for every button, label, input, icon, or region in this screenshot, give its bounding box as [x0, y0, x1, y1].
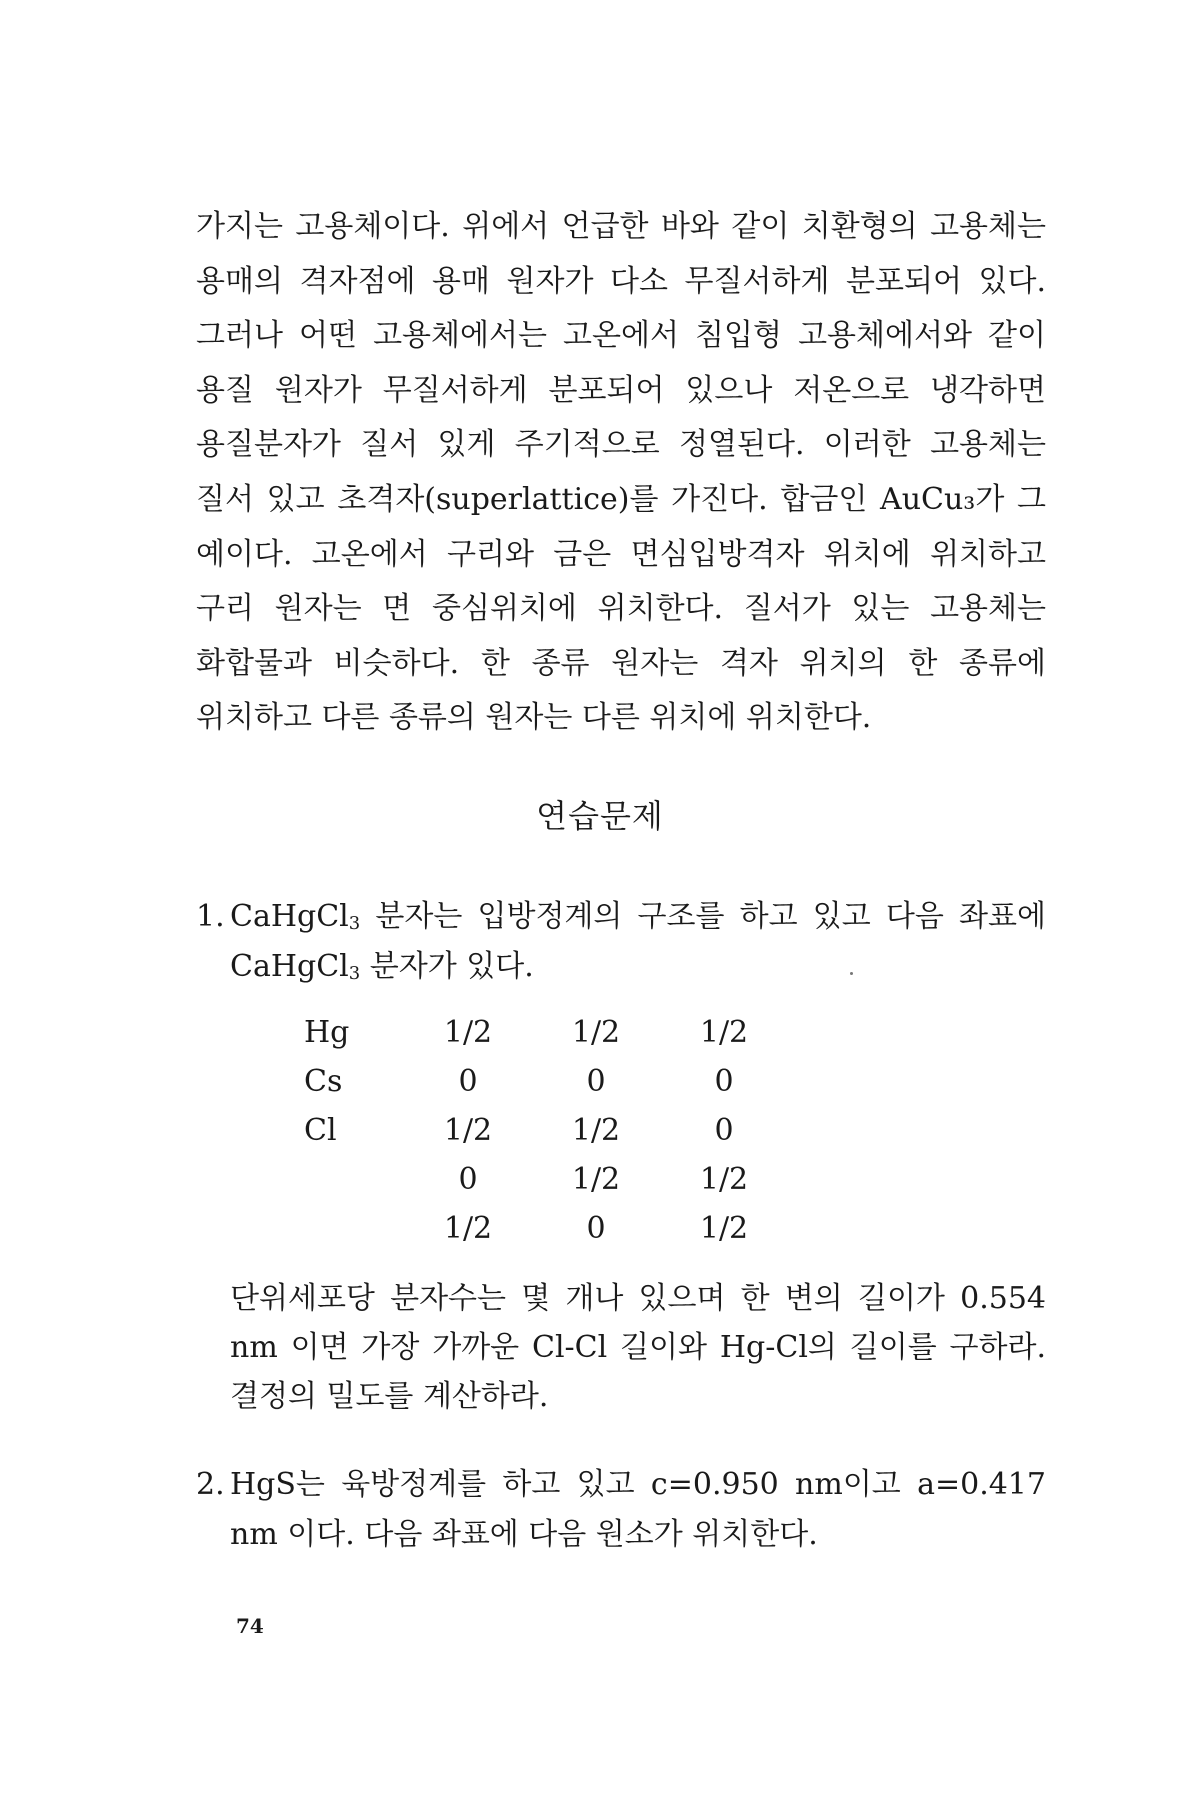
coordinate-value: 1/2	[699, 1162, 749, 1197]
problem-2-number: 2.	[196, 1467, 225, 1502]
coordinate-value: 1/2	[699, 1211, 749, 1246]
coordinate-value: 0	[458, 1064, 478, 1099]
coordinate-value: 0	[586, 1211, 606, 1246]
coordinate-element: Cs	[304, 1064, 343, 1099]
coordinate-table	[300, 1008, 788, 1253]
coordinate-element	[300, 1204, 404, 1253]
coordinate-element: Hg	[304, 1015, 350, 1050]
coordinate-row	[300, 1057, 788, 1106]
coordinate-table-body	[300, 1008, 788, 1253]
body-paragraph: 가지는 고용체이다. 위에서 언급한 바와 같이 치환형의 고용체는 용매의 격자점에 용매 원자가 다소 무질서하게 분포되어 있다. 그러나 어떤 고용체에서는 고온에서 침입형 고용체에서와 같이 용질 원자가 무질서하게 분포되어 있으나 저온으로 냉각하면 용질분자가 질서 있게 주기적으로 정열된다. 이러한 고용체는 질서 있고 초격자(superlattice)를 가진다. 합금인 AuCu₃가 그 예이다. 고온에서 구리와 금은 면심입방격자 위치에 위치하고 구리 원자는 면 중심위치에 위치한다. 질서가 있는 고용체는 화합물과 비슷하다. 한 종류 원자는 격자 위치의 한 종류에 위치하고 다른 종류의 원자는 다른 위치에 위치한다.	[196, 209, 1046, 736]
coordinate-value: 0	[458, 1162, 478, 1197]
problem-1-question: 단위세포당 분자수는 몇 개나 있으며 한 변의 길이가 0.554 nm 이면 가장 가까운 Cl-Cl 길이와 Hg-Cl의 길이를 구하라. 결정의 밀도를 계산하라.	[230, 1281, 1046, 1414]
problem-1-formula: CaHgCl	[230, 899, 349, 934]
coordinate-value: 1/2	[571, 1162, 621, 1197]
coordinate-row	[300, 1008, 788, 1057]
coordinate-value: 1/2	[443, 1211, 493, 1246]
problem-1-formula-repeat: CaHgCl	[230, 949, 349, 984]
page-number: 74	[236, 1614, 264, 1638]
problem-1-text-b: 분자가 있다.	[360, 949, 534, 984]
problem-1-statement	[230, 892, 1046, 992]
problem-1-formula-subscript: 3	[348, 913, 361, 935]
coordinate-value: 1/2	[571, 1015, 621, 1050]
coordinate-element	[300, 1155, 404, 1204]
coordinate-row	[300, 1155, 788, 1204]
coordinate-value: 1/2	[443, 1113, 493, 1148]
coordinate-value: 0	[714, 1064, 734, 1099]
scan-speck	[850, 972, 853, 975]
section-title: 연습문제	[536, 797, 664, 835]
coordinate-value: 1/2	[571, 1113, 621, 1148]
coordinate-value: 0	[586, 1064, 606, 1099]
problem-2-statement: HgS는 육방정계를 하고 있고 c=0.950 nm이고 a=0.417 nm 이다. 다음 좌표에 다음 원소가 위치한다.	[230, 1467, 1046, 1552]
problem-1-text-a: 분자는 입방정계의 구조를 하고 있고 다음 좌표에	[360, 899, 1046, 934]
problem-1-formula-repeat-subscript: 3	[348, 963, 361, 985]
coordinate-value: 1/2	[699, 1015, 749, 1050]
problem-1-number: 1.	[196, 899, 225, 934]
coordinate-row	[300, 1204, 788, 1253]
coordinate-element: Cl	[304, 1113, 337, 1148]
coordinate-row	[300, 1106, 788, 1155]
coordinate-value: 1/2	[443, 1015, 493, 1050]
problem-2	[196, 1460, 1046, 1560]
problem-1	[196, 892, 1046, 992]
coordinate-value: 0	[714, 1113, 734, 1148]
